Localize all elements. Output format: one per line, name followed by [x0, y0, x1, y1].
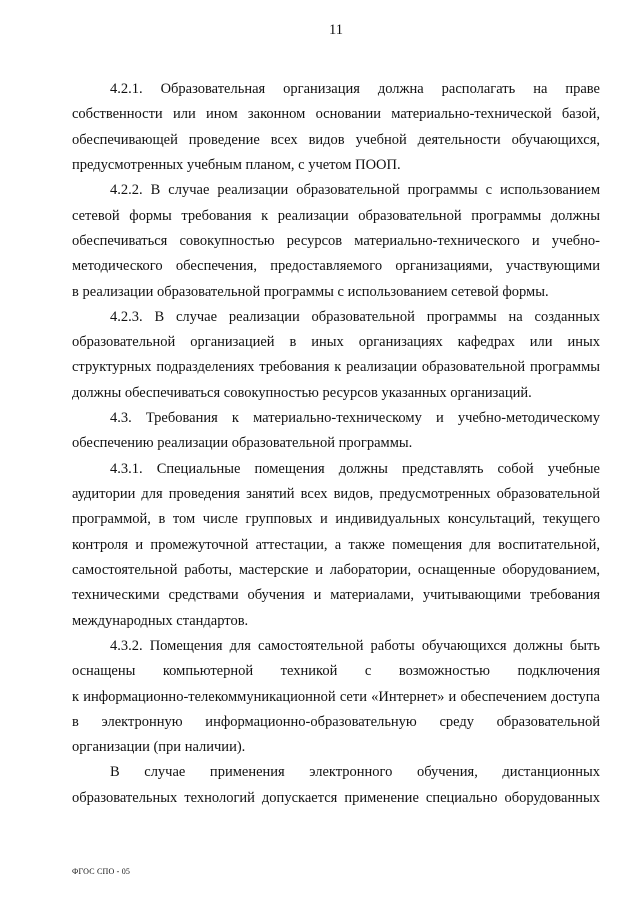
paragraph-line: 4.2.1. Образовательная организация должна располагать на праве [110, 81, 600, 97]
paragraph-line: в электронную информационно-образовательную среду образовательной [72, 713, 600, 730]
paragraph-line: 4.3. Требования к материально-техническому и учебно-методическому [110, 410, 600, 427]
paragraph-line: международных стандартов. [72, 612, 249, 629]
paragraph-line: образовательных технологий допускается применение специально оборудованных [72, 789, 600, 806]
paragraph-line: обеспечению реализации образовательной программы. [72, 435, 413, 452]
paragraph-e-learning [72, 760, 600, 811]
paragraph-line: структурных подразделениях требования к реализации образовательной программы [72, 359, 600, 376]
paragraph-line: контроля и промежуточной аттестации, а также помещения для воспитательной, [72, 536, 600, 553]
paragraph-line: оснащены компьютерной техникой с возможностью подключения [72, 663, 600, 680]
paragraph-line: обеспечиваться совокупностью ресурсов материально-технического и учебно- [72, 232, 600, 249]
paragraph-line: техническими средствами обучения и материалами, учитывающими требования [72, 587, 600, 604]
paragraph-line: аудитории для проведения занятий всех видов, предусмотренных образовательной [72, 486, 600, 502]
paragraph-line: 4.2.2. В случае реализации образовательной программы с использованием [110, 182, 600, 199]
paragraph-line: методического обеспечения, предоставляемого организациями, участвующими [72, 258, 600, 275]
paragraph-line: обеспечивающей проведение всех видов учебной деятельности обучающихся, [72, 131, 600, 148]
paragraph-4-3-1 [72, 457, 600, 634]
document-footer: ФГОС СПО - 05 [72, 867, 131, 876]
page-number: 11 [329, 22, 343, 38]
paragraph-line: собственности или ином законном основании материально-технической базой, [72, 106, 600, 123]
paragraph-line: организации (при наличии). [72, 739, 246, 756]
paragraph-4-2-3 [72, 305, 600, 406]
paragraph-line: к информационно-телекоммуникационной сети «Интернет» и обеспечением доступа [72, 688, 600, 705]
paragraph-line: образовательной организацией в иных организациях кафедрах или иных [72, 334, 600, 351]
paragraph-4-3 [72, 406, 600, 457]
paragraph-line: самостоятельной работы, мастерские и лаборатории, оснащенные оборудованием, [72, 561, 600, 578]
paragraph-4-3-2 [72, 634, 600, 761]
paragraph-line: сетевой формы требования к реализации образовательной программы должны [72, 207, 600, 224]
paragraph-4-2-2 [72, 178, 600, 305]
paragraph-line: 4.2.3. В случае реализации образовательной программы на созданных [110, 308, 600, 325]
paragraph-line: предусмотренных учебным планом, с учетом ПООП. [72, 156, 401, 173]
paragraph-line: 4.3.1. Специальные помещения должны представлять собой учебные [110, 460, 600, 477]
document-body [72, 77, 600, 811]
paragraph-line: 4.3.2. Помещения для самостоятельной работы обучающихся должны быть [110, 637, 600, 654]
paragraph-4-2-1 [72, 77, 600, 178]
paragraph-line: В случае применения электронного обучения, дистанционных [110, 764, 600, 781]
paragraph-line: программой, в том числе групповых и индивидуальных консультаций, текущего [72, 511, 600, 528]
paragraph-line: в реализации образовательной программы с использованием сетевой формы. [72, 283, 549, 300]
paragraph-line: должны обеспечиваться совокупностью ресурсов указанных организаций. [72, 384, 532, 401]
